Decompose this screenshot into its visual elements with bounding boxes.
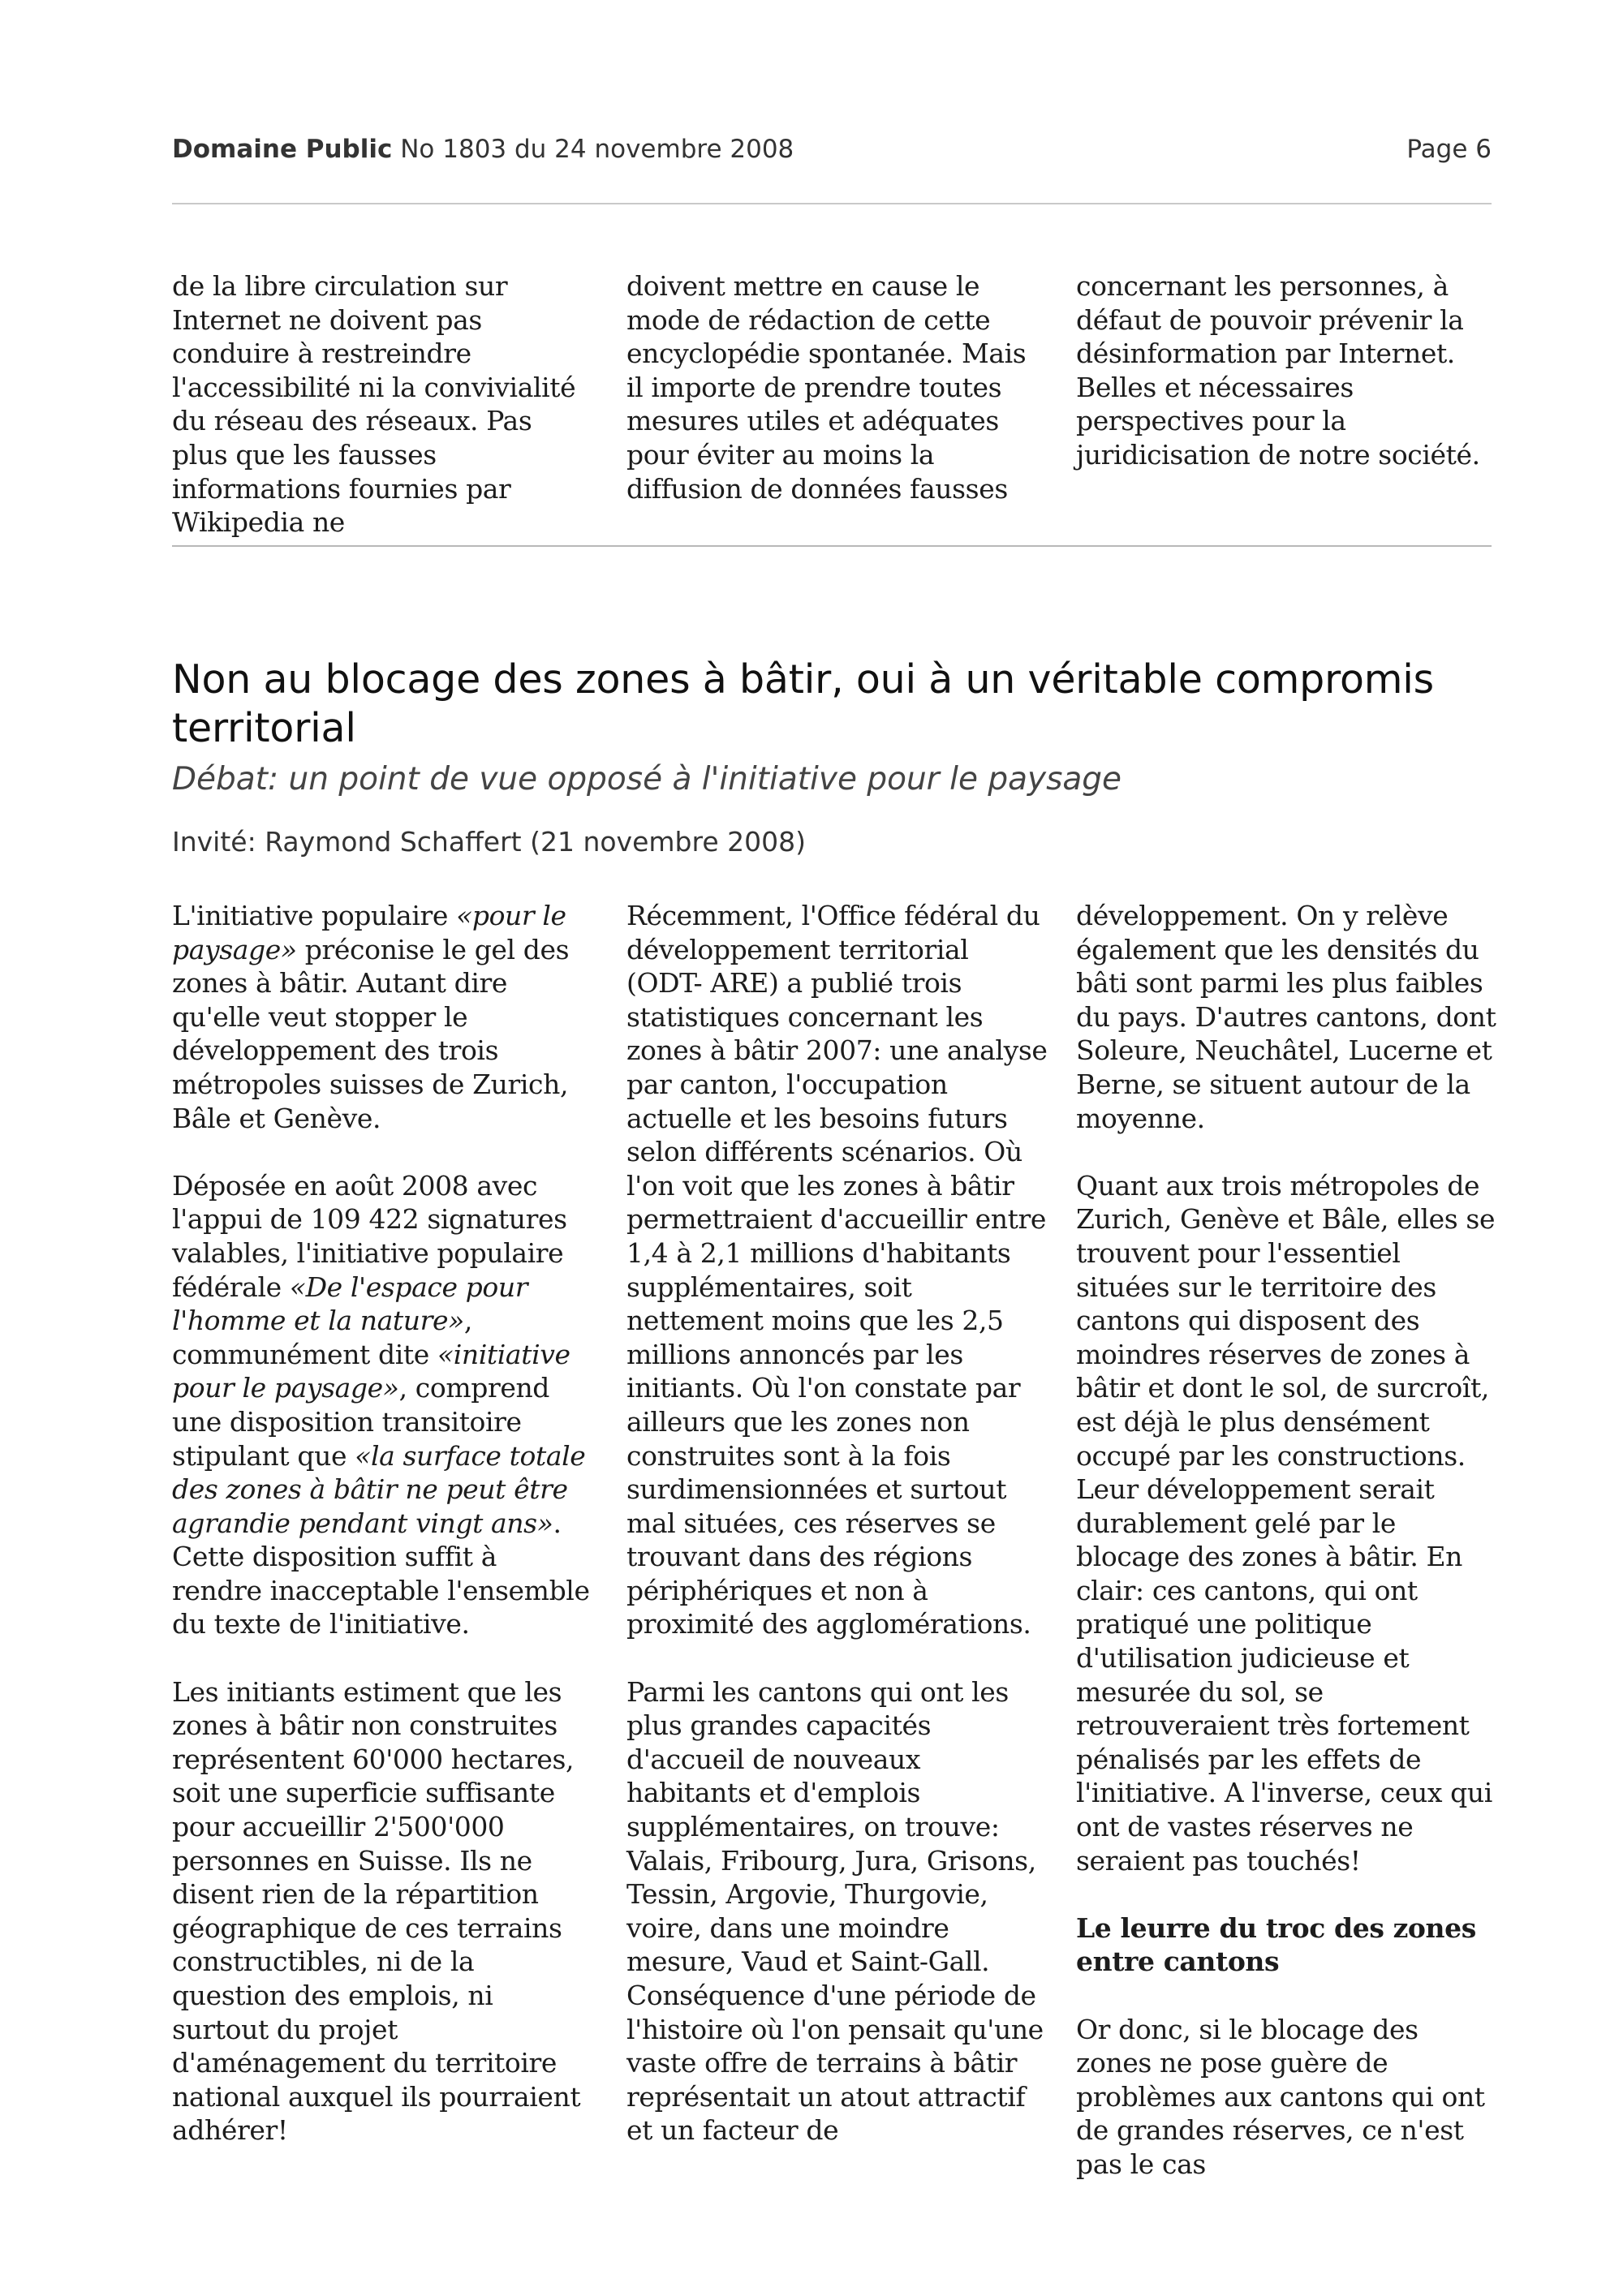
- paragraph: de la libre circulation sur Internet ne doivent pas conduire à restreindre l'accessibilité ni la convivialité du réseau des réseaux. Pas plus que les fausses informations fournies par Wikipedia ne: [172, 270, 576, 539]
- article-divider: [172, 545, 1492, 547]
- paragraph: [172, 899, 594, 1135]
- article-header: [172, 656, 1492, 858]
- text: L'initiative populaire: [172, 900, 457, 931]
- paragraph: Or donc, si le blocage des zones ne pose guère de problèmes aux cantons qui ont de grandes réserves, ce n'est pas le cas: [1076, 2013, 1485, 2180]
- text: , comprend une disposition transitoire stipulant que: [172, 1372, 550, 1472]
- issue-info: No 1803 du 24 novembre 2008: [400, 135, 794, 164]
- article-subtitle: Débat: un point de vue opposé à l'initiative pour le paysage: [172, 761, 1122, 798]
- paragraph: concernant les personnes, à défaut de pouvoir prévenir la désinformation par Internet. Belles et nécessaires perspectives pour la juridicisation de notre société.: [1076, 270, 1480, 471]
- quote: «De l'espace pour l'homme et la nature»: [172, 1271, 528, 1337]
- article-byline: Invité: Raymond Schaffert (21 novembre 2008): [172, 826, 806, 858]
- quote: «initiative pour le paysage»: [172, 1338, 570, 1404]
- paragraph: doivent mettre en cause le mode de rédaction de cette encyclopédie spontanée. Mais il importe de prendre toutes mesures utiles et adéquates pour éviter au moins la diffusion de données fausses: [626, 270, 1027, 505]
- previous-article-column-1: [172, 269, 594, 540]
- article-title: Non au blocage des zones à bâtir, oui à un véritable compromis territorial: [172, 656, 1435, 751]
- previous-article-column-2: [626, 269, 1048, 505]
- paragraph: Parmi les cantons qui ont les plus grandes capacités d'accueil de nouveaux habitants et d'emplois supplémentaires, on trouve: Valais, Fribourg, Jura, Grisons, Tessin, Argovie, Thurgovie, voire, dans une moindre mesure, Vaud et Saint-Gall. Conséquence d'une période de l'histoire où l'on pensait qu'une vaste offre de terrains à bâtir représentait un atout attractif et un facteur de: [626, 1675, 1044, 2147]
- text: préconise le gel des zones à bâtir. Autant dire qu'elle veut stopper le développement des trois métropoles suisses de Zurich, Bâle et Genève.: [172, 933, 570, 1134]
- article-column-2: [626, 899, 1048, 2148]
- article-column-3: [1076, 899, 1498, 2182]
- paragraph: [172, 1169, 594, 1641]
- paragraph: Quant aux trois métropoles de Zurich, Genève et Bâle, elles se trouvent pour l'essentiel situées sur le territoire des cantons qui disposent des moindres réserves de zones à bâtir et dont le sol, de surcroît, est déjà le plus densément occupé par les constructions. Leur développement serait durablement gelé par le blocage des zones à bâtir. En clair: ces cantons, qui ont pratiqué une politique d'utilisation judicieuse et mesurée du sol, se retrouveraient très fortement pénalisés par les effets de l'initiative. A l'inverse, ceux qui ont de vastes réserves ne seraient pas touchés!: [1076, 1169, 1496, 1877]
- text: Déposée en août 2008 avec l'appui de 109 422 signatures valables, l'initiative populaire fédérale: [172, 1169, 567, 1303]
- header-publication-line: [172, 135, 794, 164]
- article-column-1: [172, 899, 594, 2148]
- text: . Cette disposition suffit à rendre inacceptable l'ensemble du texte de l'initiative.: [172, 1507, 590, 1640]
- page-number: Page 6: [1406, 135, 1492, 164]
- quote: «pour le paysage»: [172, 900, 566, 965]
- quote: «la surface totale des zones à bâtir ne peut être agrandie pendant vingt ans»: [172, 1439, 586, 1539]
- paragraph: Récemment, l'Office fédéral du développement territorial (ODT- ARE) a publié trois statistiques concernant les zones à bâtir 2007: une analyse par canton, l'occupation actuelle et les besoins futurs selon différents scénarios. Où l'on voit que les zones à bâtir permettraient d'accueillir entre 1,4 à 2,1 millions d'habitants supplémentaires, soit nettement moins que les 2,5 millions annoncés par les initiants. Où l'on constate par ailleurs que les zones non construites sont à la fois surdimensionnées et surtout mal situées, ces réserves se trouvant dans des régions périphériques et non à proximité des agglomérations.: [626, 900, 1048, 1640]
- paragraph: Les initiants estiment que les zones à bâtir non construites représentent 60'000 hectares, soit une superficie suffisante pour accueillir 2'500'000 personnes en Suisse. Ils ne disent rien de la répartition géographique de ces terrains constructibles, ni de la question des emplois, ni surtout du projet d'aménagement du territoire national auxquel ils pourraient adhérer!: [172, 1675, 581, 2147]
- section-subheading: Le leurre du troc des zones entre cantons: [1076, 1911, 1476, 1978]
- paragraph: développement. On y relève également que les densités du bâti sont parmi les plus faibles du pays. D'autres cantons, dont Soleure, Neuchâtel, Lucerne et Berne, se situent autour de la moyenne.: [1076, 900, 1496, 1134]
- text: , communément dite: [172, 1305, 472, 1370]
- running-header: [172, 130, 1492, 169]
- publication-name: Domaine Public: [172, 135, 393, 164]
- previous-article-column-3: [1076, 269, 1498, 472]
- header-divider: [172, 203, 1492, 204]
